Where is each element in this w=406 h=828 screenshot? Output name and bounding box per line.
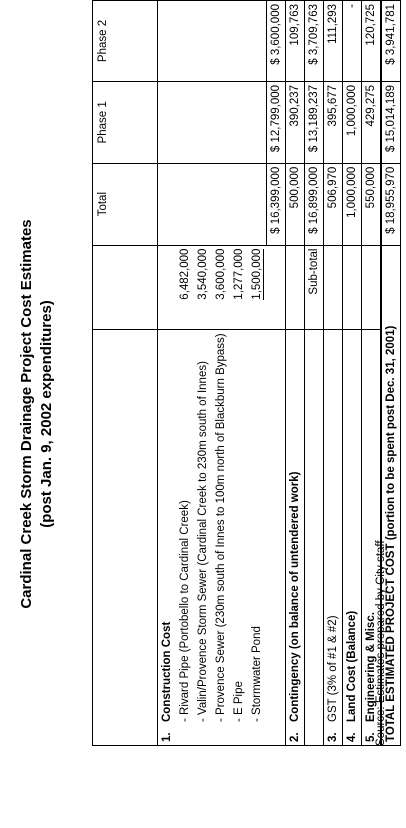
header-phase2: Phase 2 — [93, 1, 158, 82]
gst-row — [324, 1, 343, 746]
document-subtitle: (post Jan. 9, 2002 expenditures) — [38, 300, 55, 528]
source-note: Source: Estimates prepared by City staff — [375, 540, 387, 746]
construction-total-row — [267, 1, 286, 746]
subtotal-label: Sub-total — [305, 245, 324, 330]
gst-phase2: 111,293 — [324, 1, 343, 82]
engineering-label: Engineering & Misc. — [365, 612, 377, 722]
contingency-phase2: 109,763 — [286, 1, 305, 82]
construction-total: $ 16,399,000 — [267, 163, 286, 245]
land-row — [343, 1, 362, 746]
item-amount: 1,500,000 — [251, 248, 264, 300]
item-label: - Rivard Pipe (Portobello to Cardinal Creek) — [179, 500, 191, 722]
item-number: 5. — [365, 732, 377, 742]
construction-label: Construction Cost — [161, 621, 173, 722]
contingency-total: 500,000 — [286, 163, 305, 245]
gst-phase1: 395,677 — [324, 81, 343, 163]
land-label: Land Cost (Balance) — [346, 610, 358, 722]
construction-item-row — [176, 1, 194, 746]
construction-phase2: $ 3,600,000 — [267, 1, 286, 82]
gst-total: 506,970 — [324, 163, 343, 245]
contingency-label: Contingency (on balance of untendered work) — [289, 471, 301, 722]
header-row — [93, 1, 158, 746]
header-description-cell — [93, 330, 158, 746]
construction-item-row — [248, 1, 267, 746]
construction-heading-row — [158, 1, 177, 746]
item-amount: 1,277,000 — [230, 245, 248, 330]
subtotal-phase1: $ 13,189,237 — [305, 81, 324, 163]
item-amount: 6,482,000 — [176, 245, 194, 330]
grand-total-phase2: $ 3,941,781 — [381, 1, 401, 82]
land-phase1: 1,000,000 — [343, 81, 362, 163]
item-amount: 3,600,000 — [212, 245, 230, 330]
item-amount: 3,540,000 — [194, 245, 212, 330]
contingency-row — [286, 1, 305, 746]
engineering-phase2: 120,725 — [362, 1, 382, 82]
item-label: - Stormwater Pond — [251, 626, 264, 722]
item-number: 1. — [161, 732, 173, 742]
gst-label: GST (3% of #1 & #2) — [327, 615, 339, 722]
construction-item-row — [212, 1, 230, 746]
grand-total-label: TOTAL ESTIMATED PROJECT COST (portion to be spent post Dec. 31, 2001) — [381, 245, 401, 745]
construction-item-row — [230, 1, 248, 746]
header-total: Total — [93, 163, 158, 245]
cost-estimate-table — [92, 0, 401, 746]
header-phase1: Phase 1 — [93, 81, 158, 163]
grand-total-total: $ 18,955,970 — [381, 163, 401, 245]
item-number: 4. — [346, 732, 358, 742]
land-phase2: - — [343, 1, 362, 82]
construction-item-row — [194, 1, 212, 746]
contingency-phase1: 390,237 — [286, 81, 305, 163]
construction-phase1: $ 12,799,000 — [267, 81, 286, 163]
item-number: 3. — [327, 732, 339, 742]
item-number: 2. — [289, 732, 301, 742]
item-label: - E Pipe — [233, 681, 245, 722]
subtotal-row — [305, 1, 324, 746]
item-label: - Valin/Provence Storm Sewer (Cardinal Creek to 230m south of Innes) — [197, 361, 209, 722]
grand-total-phase1: $ 15,014,189 — [381, 81, 401, 163]
engineering-total: 550,000 — [362, 163, 382, 245]
land-total: 1,000,000 — [343, 163, 362, 245]
item-label: - Provence Sewer (230m south of Innes to 100m north of Blackburn Bypass) — [215, 333, 227, 722]
engineering-phase1: 429,275 — [362, 81, 382, 163]
subtotal-phase2: $ 3,709,763 — [305, 1, 324, 82]
header-amount-cell — [93, 245, 158, 330]
subtotal-total: $ 16,899,000 — [305, 163, 324, 245]
document-title: Cardinal Creek Storm Drainage Project Cost Estimates — [18, 219, 35, 609]
